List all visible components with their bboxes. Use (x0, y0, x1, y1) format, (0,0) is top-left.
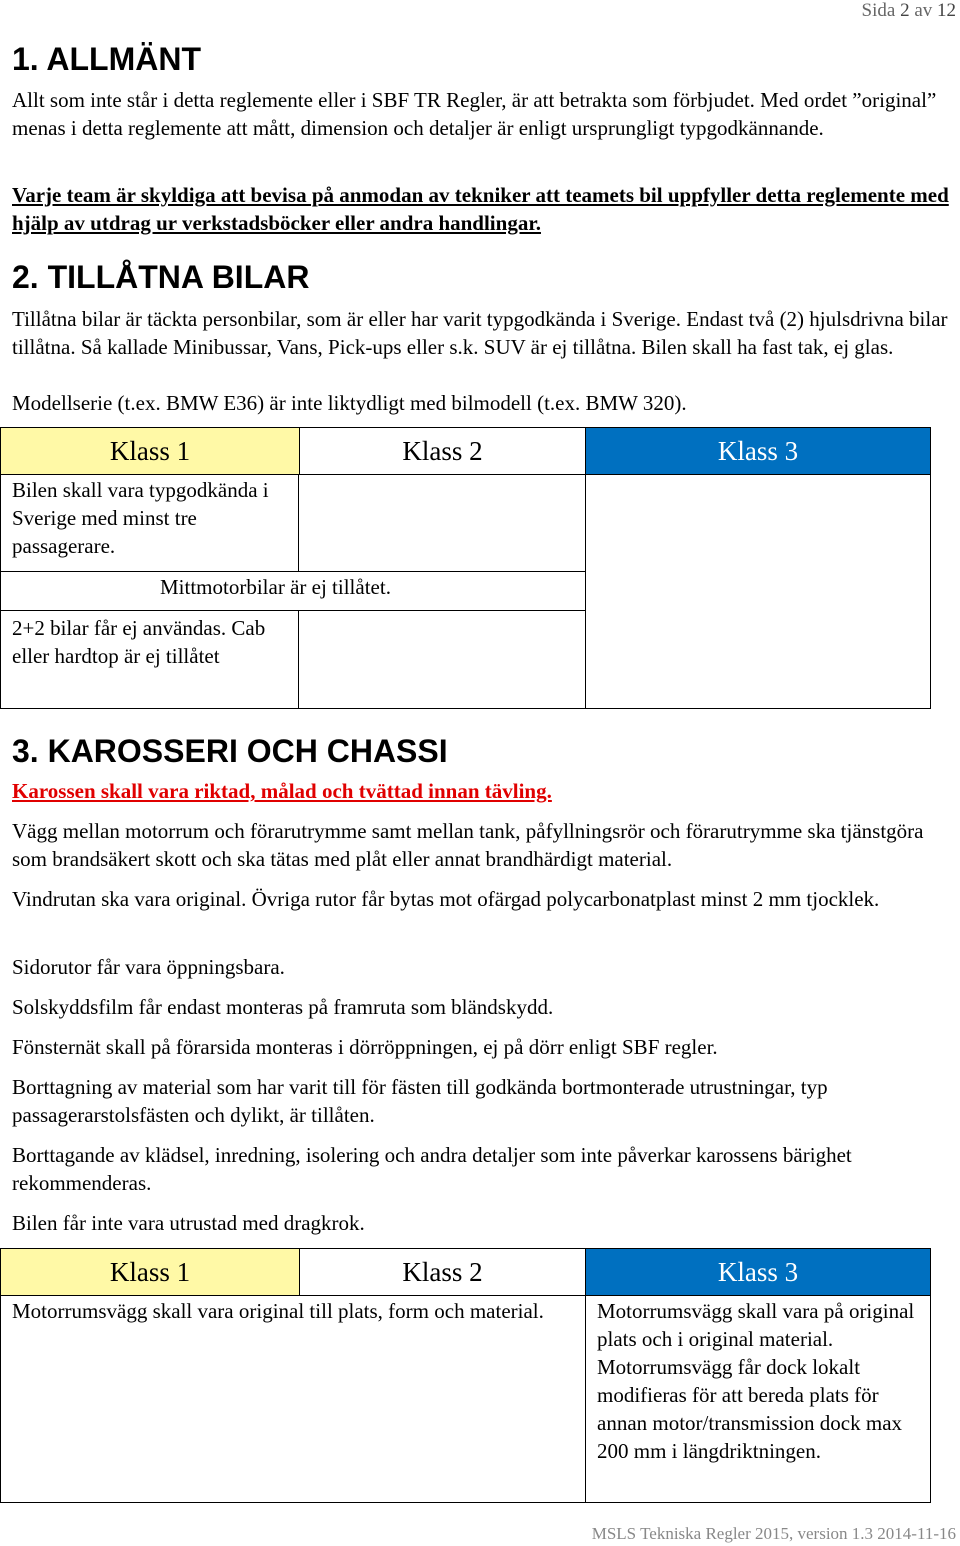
section-1-requirement: Varje team är skyldiga att bevisa på anmodan av tekniker att teamets bil uppfyller detta reglemente med hjälp av utdrag ur verkstadsböcker eller andra handlingar. (12, 183, 949, 235)
class-table-firewall (0, 1248, 931, 1503)
page-number (862, 0, 956, 22)
cell-firewall-class-1-2: Motorrumsvägg skall vara original till plats, form och material. (12, 1299, 544, 1323)
table-divider (298, 474, 299, 571)
section-3-paragraph: Vindrutan ska vara original. Övriga rutor får bytas mot ofärgad polycarbonatplast minst 2 mm tjocklek. (12, 887, 880, 911)
section-3-paragraph: Borttagning av material som har varit till för fästen till godkända bortmonterade utrustningar, typ passagerarstolsfästen och dylikt, är tillåten. (12, 1075, 828, 1127)
table-divider (585, 1295, 586, 1502)
header-klass-2: Klass 2 (300, 428, 586, 474)
section-3-paragraph: Solskyddsfilm får endast monteras på framruta som bländskydd. (12, 995, 554, 1019)
cell-2plus2: 2+2 bilar får ej användas. Cab eller hardtop är ej tillåtet (12, 616, 266, 668)
table-divider (585, 474, 586, 708)
page-number-total: 12 (937, 0, 956, 21)
header-klass-3: Klass 3 (586, 428, 930, 474)
section-3-paragraph: Sidorutor får vara öppningsbara. (12, 955, 285, 979)
section-3-heading: 3. KAROSSERI OCH CHASSI (12, 733, 448, 769)
header-klass-1: Klass 1 (1, 1249, 300, 1295)
cell-firewall-class-3: Motorrumsvägg skall vara på original plats och i original material. Motorrumsvägg får dock lokalt modifieras för att bereda plats för annan motor/transmission dock max 200 mm i längdriktningen. (597, 1299, 915, 1463)
section-3-paragraph: Vägg mellan motorrum och förarutrymme samt mellan tank, påfyllningsrör och förarutrymme ska tjänstgöra som brandsäkert skott och ska tätas med plåt eller annat brandhärdigt material. (12, 819, 924, 871)
section-3-paragraph: Bilen får inte vara utrustad med dragkrok. (12, 1211, 365, 1235)
section-3-red-requirement: Karossen skall vara riktad, målad och tvättad innan tävling. (12, 779, 552, 803)
section-2-model-note: Modellserie (t.ex. BMW E36) är inte liktydligt med bilmodell (t.ex. BMW 320). (12, 391, 687, 415)
section-2-heading: 2. TILLÅTNA BILAR (12, 259, 310, 295)
page-number-current: 2 (900, 0, 910, 21)
section-3-paragraph: Fönsternät skall på förarsida monteras i dörröppningen, ej på dörr enligt SBF regler. (12, 1035, 718, 1059)
section-3-paragraph: Borttagande av klädsel, inredning, isolering och andra detaljer som inte påverkar karossens bärighet rekommenderas. (12, 1143, 852, 1195)
header-klass-1: Klass 1 (1, 428, 300, 474)
cell-mid-engine: Mittmotorbilar är ej tillåtet. (160, 575, 391, 599)
table-divider (1, 610, 585, 611)
section-1-heading: 1. ALLMÄNT (12, 41, 202, 77)
cell-type-approval: Bilen skall vara typgodkända i Sverige med minst tre passagerare. (12, 478, 269, 558)
class-table-header (1, 1249, 930, 1296)
header-klass-3: Klass 3 (586, 1249, 930, 1295)
class-table-header (1, 428, 930, 475)
section-1-paragraph: Allt som inte står i detta reglemente eller i SBF TR Regler, är att betrakta som förbjudet. Med ordet ”original” menas i detta reglemente att mått, dimension och detaljer är enligt ursprungligt typgodkännande. (12, 88, 937, 140)
page-footer: MSLS Tekniska Regler 2015, version 1.3 2014-11-16 (591, 1524, 956, 1543)
table-divider (1, 571, 585, 572)
section-2-paragraph: Tillåtna bilar är täckta personbilar, som är eller har varit typgodkända i Sverige. Endast två (2) hjulsdrivna bilar tillåtna. Så kallade Minibussar, Vans, Pick-ups eller s.k. SUV är ej tillåtna. Bilen skall ha fast tak, ej glas. (12, 307, 948, 359)
class-table-allowed-cars (0, 427, 931, 709)
header-klass-2: Klass 2 (300, 1249, 586, 1295)
page-number-separator: av (914, 0, 933, 21)
page-number-prefix: Sida (861, 0, 896, 21)
table-divider (298, 610, 299, 708)
